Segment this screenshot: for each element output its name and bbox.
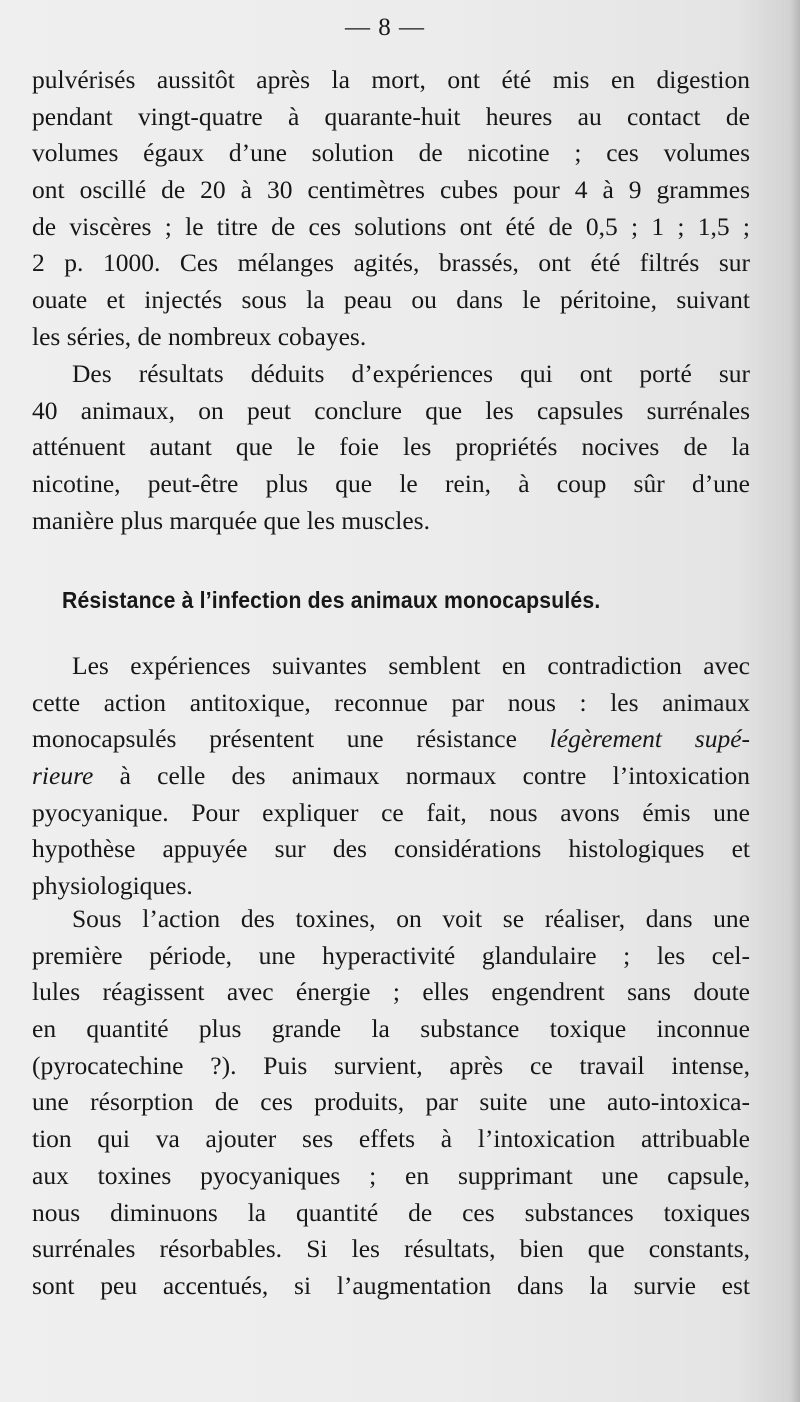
paragraph-4	[32, 901, 750, 1305]
text-line: cette action antitoxique, reconnue par nous : les animaux	[32, 687, 750, 717]
text-line: Sous l’action des toxines, on voit se réaliser, dans une	[72, 904, 750, 933]
text-line: première période, une hyperactivité glandulaire ; les cel-	[32, 940, 750, 970]
text-line: pyocyanique. Pour expliquer ce fait, nous avons émis une	[32, 797, 750, 827]
paragraph-3	[32, 648, 750, 905]
text-line: une résorption de ces produits, par suite une auto-intoxica-	[32, 1087, 750, 1117]
paragraph-2	[32, 356, 750, 539]
text-line: physiologiques.	[32, 871, 193, 901]
text-line: Les expériences suivantes semblent en contradiction avec	[72, 651, 750, 680]
text-line: atténuent autant que le foie les propriétés nocives de la	[32, 432, 750, 462]
text-line: ouate et injectés sous la peau ou dans le péritoine, suivant	[32, 285, 750, 315]
text-line: volumes égaux d’une solution de nicotine ; ces volumes	[32, 138, 750, 168]
text-line: 40 animaux, on peut conclure que les capsules surrénales	[32, 395, 750, 425]
page-number: — 8 —	[345, 14, 425, 41]
text-line: ont oscillé de 20 à 30 centimètres cubes pour 4 à 9 grammes	[32, 175, 750, 205]
page-edge-shadow	[790, 0, 800, 1402]
text-line: nicotine, peut-être plus que le rein, à coup sûr d’une	[32, 469, 750, 499]
text-line: aux toxines pyocyaniques ; en supprimant une capsule,	[32, 1160, 750, 1190]
text-line: lules réagissent avec énergie ; elles engendrent sans doute	[32, 977, 750, 1007]
text-line-with-emphasis	[32, 758, 750, 795]
section-heading: Résistance à l’infection des animaux monocapsulés.	[62, 587, 601, 613]
paragraph-1	[32, 62, 750, 356]
text-line: les séries, de nombreux cobayes.	[32, 321, 367, 351]
text-line: (pyrocatechine ?). Puis survient, après ce travail intense,	[32, 1050, 750, 1080]
text-line: pendant vingt-quatre à quarante-huit heures au contact de	[32, 101, 750, 131]
text-line: nous diminuons la quantité de ces substances toxiques	[32, 1197, 750, 1227]
text-line: hypothèse appuyée sur des considérations histologiques et	[32, 834, 750, 864]
text-line: Des résultats déduits d’expériences qui ont porté sur	[72, 359, 750, 388]
emphasis-text: légèrement supé-	[549, 724, 751, 754]
text-line: de viscères ; le titre de ces solutions ont été de 0,5 ; 1 ; 1,5 ;	[32, 211, 750, 241]
emphasis-text: rieure	[32, 761, 94, 791]
text-line: manière plus marquée que les muscles.	[32, 505, 430, 535]
text-line-with-emphasis	[32, 721, 750, 758]
text-line: tion qui va ajouter ses effets à l’intoxication attribuable	[32, 1124, 750, 1154]
text-line: sont peu accentués, si l’augmentation dans la survie est	[32, 1270, 750, 1300]
text-segment: monocapsulés présentent une résistance	[32, 724, 517, 754]
text-line: surrénales résorbables. Si les résultats, bien que constants,	[32, 1234, 750, 1264]
text-line: en quantité plus grande la substance toxique inconnue	[32, 1014, 750, 1044]
text-line: 2 p. 1000. Ces mélanges agités, brassés, ont été filtrés sur	[32, 248, 750, 278]
text-line: pulvérisés aussitôt après la mort, ont été mis en digestion	[32, 65, 750, 94]
text-segment: à celle des animaux normaux contre l’intoxication	[119, 761, 750, 791]
